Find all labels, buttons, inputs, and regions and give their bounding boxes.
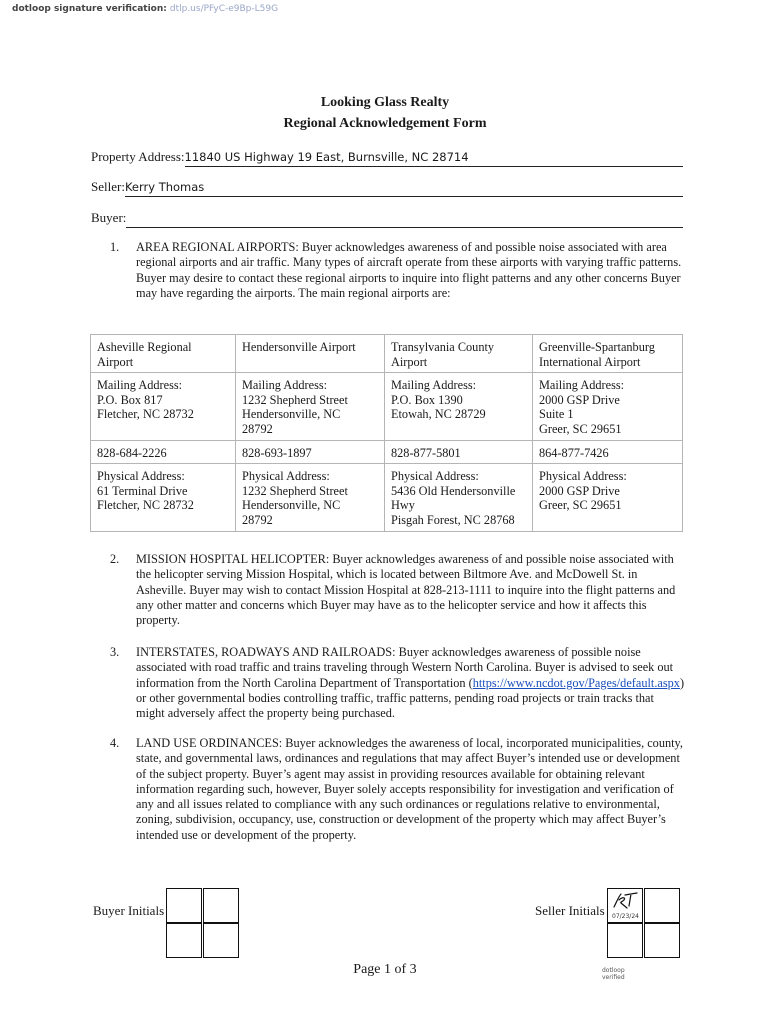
seller-value[interactable]: Kerry Thomas (125, 179, 683, 197)
form-title: Regional Acknowledgement Form (283, 116, 487, 131)
seller-initials-signature (611, 891, 639, 911)
airport-name-cell: Greenville-Spartanburg International Airport (533, 335, 683, 373)
property-address-label: Property Address: (91, 149, 185, 164)
item-text: AREA REGIONAL AIRPORTS: Buyer acknowledges awareness of and possible noise associated with area regional airports and air traffic. Many types of aircraft operate from these airports with varying traffic patterns. Buyer may desire to contact these regional airports to inquire into flight patterns and any other concerns Buyer may have regarding the airports. The main regional airports are: (136, 240, 682, 300)
seller-verified-stamp: dotloop verified (602, 967, 625, 981)
dotloop-verification (12, 4, 278, 14)
property-address-value[interactable]: 11840 US Highway 19 East, Burnsville, NC 28714 (185, 149, 683, 167)
item-number: 1. (110, 240, 120, 254)
buyer-value[interactable] (126, 210, 683, 228)
buyer-label: Buyer: (91, 210, 127, 225)
ncdot-link[interactable]: https://www.ncdot.gov/Pages/default.aspx (472, 675, 680, 690)
buyer-initials-label: Buyer Initials (93, 903, 165, 918)
seller-initials-boxes (602, 888, 681, 981)
item-number: 3. (110, 645, 120, 659)
airport-name-cell: Hendersonville Airport (236, 335, 385, 373)
seller-initial-box[interactable] (602, 923, 643, 981)
buyer-field (91, 208, 683, 228)
airport-name-cell: Asheville Regional Airport (91, 335, 236, 373)
buyer-initial-box[interactable] (203, 923, 239, 958)
item-text: MISSION HOSPITAL HELICOPTER: Buyer acknowledges awareness of and possible noise associated with the helicopter serving Mission Hospital, which is located between Biltmore Ave. and McDowell St. in Asheville. Buyer may wish to contact Mission Hospital at 828-213-1111 to inquire into the flight patterns and any other matter and concerns which Buyer may have as to the helicopter service and how it affects this property. (136, 552, 676, 628)
phone-cell: 828-684-2226 (91, 440, 236, 464)
seller-field (91, 177, 683, 197)
item-text (136, 645, 685, 721)
airport-name-cell: Transylvania County Airport (385, 335, 533, 373)
item-number: 2. (110, 552, 120, 566)
mailing-address-cell: Mailing Address: P.O. Box 1390 Etowah, NC 28729 (385, 373, 533, 440)
item-text: LAND USE ORDINANCES: Buyer acknowledges the awareness of local, incorporated municipalities, county, state, and governmental laws, ordinances and regulations that may affect Buyer’s intended use or development of the subject property. Buyer’s agent may assist in providing resources available for obtaining relevant information regarding such, however, Buyer solely accepts responsibility for investigation and verification of any and all issues related to compliance with any such ordinances or regulations relative to environmental, zoning, subdivision, occupancy, use, construction or development of the property which may affect Buyer’s intended use or development of the property. (136, 736, 683, 842)
buyer-initial-box[interactable] (166, 923, 202, 958)
physical-address-row (91, 464, 683, 531)
buyer-initial-box[interactable] (203, 888, 239, 923)
property-address-field (91, 147, 683, 167)
phone-cell: 828-877-5801 (385, 440, 533, 464)
seller-initial-date: 07/23/24 (612, 913, 639, 920)
buyer-initial-box[interactable] (166, 888, 202, 923)
physical-address-cell: Physical Address: 61 Terminal Drive Fletcher, NC 28732 (91, 464, 236, 531)
seller-initials-label: Seller Initials (535, 903, 605, 918)
phone-row (91, 440, 683, 464)
buyer-initials-boxes (166, 888, 240, 958)
item-mission-hospital-helicopter (110, 552, 685, 628)
item-text-before: INTERSTATES, ROADWAYS AND RAILROADS: Buyer acknowledges awareness of possible noise associated with road traffic and trains traveling through Western North Carolina. Buyer is advised to seek out information from the North Carolina Department of Transportation ( (136, 645, 674, 690)
verification-link[interactable]: dtlp.us/PFyC-e9Bp-L59G (169, 4, 279, 14)
airport-names-row (91, 335, 683, 373)
verification-label: dotloop signature verification: (12, 4, 167, 14)
item-text-after: ) or other governmental bodies controlling traffic, traffic patterns, pending road projects or train tracks that might adversely affect the property being purchased. (136, 675, 685, 721)
mailing-address-cell: Mailing Address: P.O. Box 817 Fletcher, NC 28732 (91, 373, 236, 440)
item-interstates-roadways-railroads (110, 645, 685, 721)
physical-address-cell: Physical Address: 5436 Old Hendersonville Hwy Pisgah Forest, NC 28768 (385, 464, 533, 531)
mailing-address-row (91, 373, 683, 440)
airports-table (90, 334, 683, 532)
physical-address-cell: Physical Address: 1232 Shepherd Street Hendersonville, NC 28792 (236, 464, 385, 531)
phone-cell: 828-693-1897 (236, 440, 385, 464)
seller-initial-box[interactable] (644, 923, 680, 958)
phone-cell: 864-877-7426 (533, 440, 683, 464)
item-regional-airports (110, 240, 685, 301)
item-land-use-ordinances (110, 736, 685, 843)
mailing-address-cell: Mailing Address: 2000 GSP Drive Suite 1 Greer, SC 29651 (533, 373, 683, 440)
seller-initial-box[interactable] (644, 888, 680, 923)
seller-label: Seller: (91, 179, 125, 194)
physical-address-cell: Physical Address: 2000 GSP Drive Greer, SC 29651 (533, 464, 683, 531)
company-title: Looking Glass Realty (320, 95, 450, 110)
page-number: Page 1 of 3 (353, 962, 417, 977)
item-number: 4. (110, 736, 120, 750)
mailing-address-cell: Mailing Address: 1232 Shepherd Street Hendersonville, NC 28792 (236, 373, 385, 440)
seller-initial-box[interactable] (607, 888, 643, 923)
